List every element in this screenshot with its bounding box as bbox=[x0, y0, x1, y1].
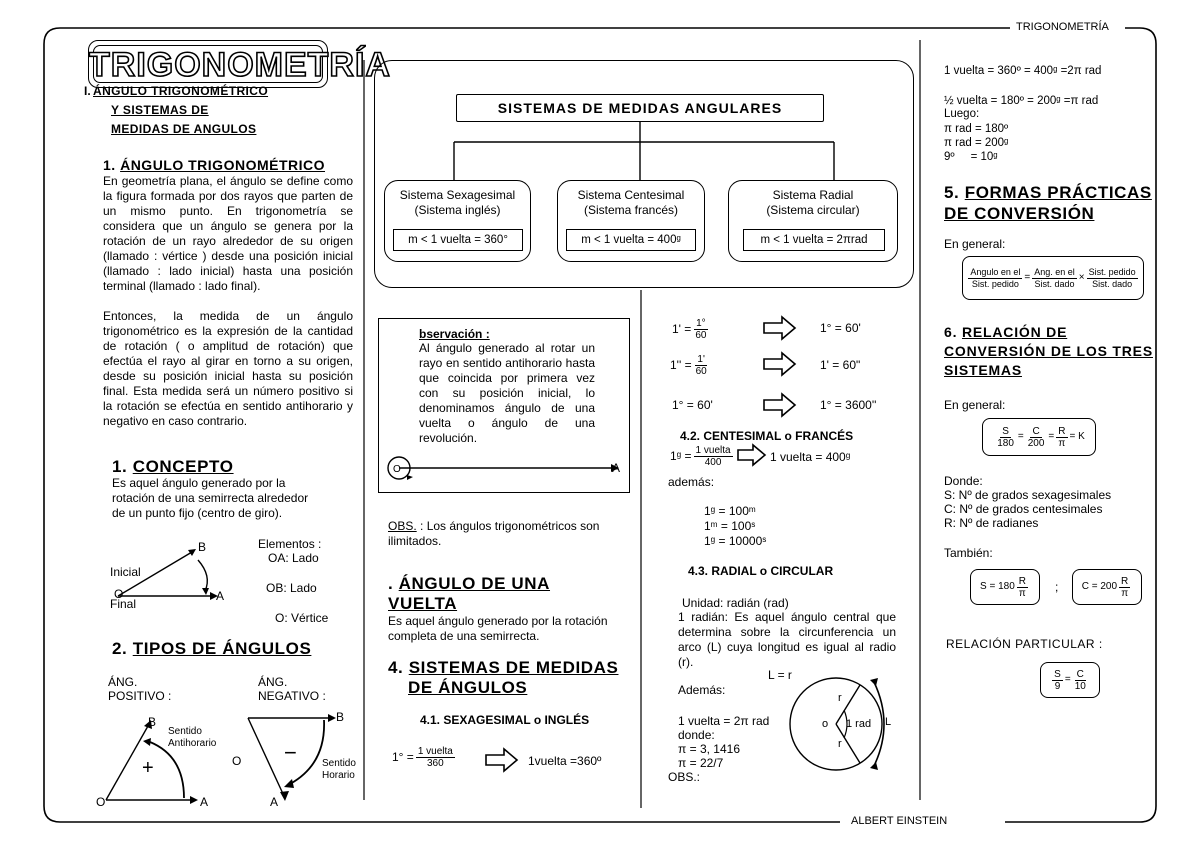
unit-heading-line3: MEDIDAS DE ANGULOS bbox=[111, 122, 257, 136]
eq3-rhs: 1° = 3600'' bbox=[820, 398, 877, 412]
positive-o-label: O bbox=[96, 795, 106, 809]
eq1-den: 60 bbox=[695, 330, 707, 341]
section5-number: 5. bbox=[944, 183, 960, 202]
en-general-1: En general: bbox=[944, 237, 1006, 251]
section4-number: 4. bbox=[388, 658, 404, 677]
title-box bbox=[88, 40, 391, 88]
rel-200: 200 bbox=[1027, 437, 1045, 449]
circle-rad-label: 1 rad bbox=[846, 718, 872, 730]
section5-title-1: FORMAS PRÁCTICAS bbox=[964, 183, 1152, 202]
section41-den: 360 bbox=[427, 758, 444, 769]
eq2-fraction bbox=[694, 354, 709, 377]
eq2-num: 1' bbox=[697, 354, 705, 365]
eq1-fraction bbox=[693, 318, 708, 341]
observation-title: bservación : bbox=[419, 327, 490, 341]
concept-text: Es aquel ángulo generado por la rotación de una semirrecta alrededor de un punto fijo (centro de giro). bbox=[112, 476, 309, 520]
formula-s-lhs: S = 180 bbox=[980, 580, 1015, 592]
radial-unit: Unidad: radián (rad) bbox=[682, 596, 789, 610]
eq3-arrow-icon bbox=[762, 393, 798, 417]
section41-arrow-icon bbox=[484, 748, 520, 772]
rel-frac-c bbox=[1026, 426, 1047, 449]
section42-fraction bbox=[694, 445, 733, 468]
conv-times: × bbox=[1078, 271, 1085, 283]
circle-r1-label: r bbox=[838, 692, 842, 704]
systems-title-box bbox=[456, 94, 824, 122]
negative-a-label: A bbox=[270, 795, 279, 809]
conv-frac-3 bbox=[1087, 267, 1138, 290]
vuelta-heading bbox=[388, 574, 550, 614]
unit-heading-line2: Y SISTEMAS DE bbox=[111, 103, 209, 117]
concept-number: 1. bbox=[112, 457, 128, 476]
section41-fraction bbox=[416, 746, 455, 769]
system-card-radial bbox=[728, 180, 898, 262]
formula-c-n: R bbox=[1121, 575, 1129, 587]
system-sexagesimal-alt: (Sistema inglés) bbox=[414, 203, 501, 217]
donde-line-3: R: Nº de radianes bbox=[944, 516, 1039, 530]
unit-heading-line1: ÁNGULO TRIGONOMÉTRICO bbox=[93, 84, 269, 98]
positive-a-label: A bbox=[200, 795, 209, 809]
radian-circle-diagram bbox=[788, 672, 898, 782]
section4-title-2: DE ÁNGULOS bbox=[408, 678, 528, 697]
concept-title: CONCEPTO bbox=[132, 457, 234, 476]
section6-title-1: RELACIÓN DE bbox=[961, 324, 1068, 340]
vuelta-text: Es aquel ángulo generado por la rotación completa de una semirrecta. bbox=[388, 614, 608, 643]
positive-sentido-1: Sentido bbox=[168, 726, 202, 737]
positive-sign: + bbox=[142, 757, 154, 779]
formula-c-d: π bbox=[1121, 587, 1129, 599]
conv-n1: Angulo en el bbox=[970, 266, 1021, 277]
rel-r: R bbox=[1058, 425, 1066, 437]
elements-title: Elementos : bbox=[258, 537, 322, 551]
element-oa: OA: Lado bbox=[268, 551, 319, 565]
eq1-arrow-icon bbox=[762, 316, 798, 340]
conv-d3: Sist. dado bbox=[1092, 278, 1133, 289]
header-topic: TRIGONOMETRÍA bbox=[1012, 21, 1113, 34]
donde-line-1: S: Nº de grados sexagesimales bbox=[944, 488, 1112, 502]
rel-frac-s bbox=[995, 426, 1016, 449]
concept-heading bbox=[112, 457, 234, 478]
element-o: O: Vértice bbox=[275, 611, 329, 625]
conv-n3: Sist. pedido bbox=[1088, 266, 1136, 277]
circle-o-label: o bbox=[822, 718, 829, 730]
conv-frac-1 bbox=[968, 267, 1022, 290]
eq3-lhs: 1° = 60' bbox=[672, 398, 713, 412]
conversion-formula-box bbox=[962, 256, 1144, 300]
unit-prefix: I. bbox=[84, 84, 91, 98]
negative-angle-diagram bbox=[244, 712, 354, 802]
observation-o-label: O bbox=[393, 464, 401, 475]
rel-c: C bbox=[1032, 425, 1040, 437]
col4-line-3: Luego: bbox=[944, 108, 980, 120]
negative-sign: − bbox=[284, 740, 297, 765]
section42-arrow-icon bbox=[736, 444, 768, 466]
col4-line-5: π rad = 200ᵍ bbox=[944, 137, 1009, 149]
col4-line-4: π rad = 180º bbox=[944, 123, 1009, 135]
types-heading bbox=[112, 639, 311, 660]
rad-line-2: donde: bbox=[678, 728, 715, 742]
eq1-num: 1° bbox=[696, 318, 706, 329]
rad-line-3: π = 3, 1416 bbox=[678, 742, 740, 756]
section6-number: 6. bbox=[944, 324, 958, 340]
section6-heading bbox=[944, 323, 1153, 380]
section1-heading bbox=[103, 157, 325, 174]
section6-title-3: SISTEMAS bbox=[944, 362, 1022, 378]
section1-para2: Entonces, la medida de un ángulo trigonométrico es la expresión de la cantidad de rotación ( o amplitud de rotación) que efectúa el rayo al girar en torno a su origen, desde su posición inicial hasta su posición final. Esta medida será un número positivo si la rotación se efectúa en sentido antihorario y negativo en caso contrario. bbox=[103, 309, 353, 428]
radian-definition: 1 radián: Es aquel ángulo central que determina sobre la circunferencia un arco (L) cuya longitud es igual al radio (r). bbox=[678, 610, 896, 669]
section42-rhs: 1 vuelta = 400ᵍ bbox=[770, 450, 851, 464]
systems-title: SISTEMAS DE MEDIDAS ANGULARES bbox=[497, 100, 783, 116]
rel-s: S bbox=[1002, 425, 1009, 437]
system-centesimal-rule: m < 1 vuelta = 400ᵍ bbox=[566, 229, 696, 251]
relacion-particular-box bbox=[1040, 662, 1100, 698]
diagram-final-label: Final bbox=[110, 597, 137, 611]
section41-num: 1 vuelta bbox=[417, 746, 453, 757]
section1-title: ÁNGULO TRIGONOMÉTRICO bbox=[120, 157, 326, 173]
eq1-rhs: 1° = 60' bbox=[820, 321, 861, 335]
observation-revolution-diagram bbox=[385, 451, 625, 491]
section42-den: 400 bbox=[704, 457, 722, 468]
conv-d1: Sist. pedido bbox=[971, 278, 1019, 289]
system-centesimal-name: Sistema Centesimal bbox=[577, 188, 685, 202]
part-d1: 9 bbox=[1054, 680, 1061, 692]
formula-s-frac bbox=[1017, 576, 1028, 599]
observation-text: Al ángulo generado al rotar un rayo en sentido antihorario hasta que coincida por primera vez con su posición inicial, lo denominamos ángulo de una vuelta o ángulo de una revolución. bbox=[419, 341, 595, 445]
relacion-particular-label: RELACIÓN PARTICULAR : bbox=[946, 637, 1103, 651]
section41-rhs: 1vuelta =360º bbox=[528, 754, 602, 768]
formula-c-lhs: C = 200 bbox=[1081, 580, 1118, 592]
eq2-den: 60 bbox=[695, 366, 707, 377]
part-d2: 10 bbox=[1074, 680, 1086, 692]
types-title: TIPOS DE ÁNGULOS bbox=[132, 639, 312, 658]
section1-number: 1. bbox=[103, 157, 116, 173]
obs2-label: OBS. bbox=[388, 519, 417, 533]
section42-num: 1 vuelta bbox=[695, 445, 731, 456]
positive-sentido-2: Antihorario bbox=[168, 738, 217, 749]
section42-equation bbox=[670, 445, 735, 468]
col4-line-1: 1 vuelta = 360º = 400ᵍ =2π rad bbox=[944, 65, 1102, 77]
system-radial-name: Sistema Radial bbox=[772, 188, 854, 202]
observation-a-label: A bbox=[612, 461, 621, 475]
donde-label: Donde: bbox=[944, 474, 983, 488]
page-title: TRIGONOMETRÍA bbox=[89, 46, 391, 84]
conv-eq: = bbox=[1024, 271, 1031, 283]
observation-box bbox=[378, 318, 630, 493]
col4-line-6: 9º = 10ᵍ bbox=[944, 151, 998, 163]
vuelta-number: . bbox=[388, 574, 394, 593]
system-sexagesimal-name: Sistema Sexagesimal bbox=[399, 188, 516, 202]
section42-title: 4.2. CENTESIMAL o FRANCÉS bbox=[680, 429, 854, 443]
system-sexagesimal-rule: m < 1 vuelta = 360° bbox=[393, 229, 523, 251]
vuelta-title-1: ÁNGULO DE UNA bbox=[398, 574, 551, 593]
obs2-note bbox=[388, 519, 628, 549]
formula-s-n: R bbox=[1018, 575, 1026, 587]
rel-frac-r bbox=[1056, 426, 1067, 449]
circle-l-label: L bbox=[885, 716, 892, 728]
ademas-label: además: bbox=[668, 475, 715, 489]
formula-c-frac bbox=[1119, 576, 1130, 599]
section41-lhs: 1° = bbox=[392, 750, 414, 764]
conv-frac-2 bbox=[1032, 267, 1077, 290]
rad-line-1: 1 vuelta = 2π rad bbox=[678, 714, 770, 728]
section5-heading bbox=[944, 182, 1152, 224]
diagram-b-label: B bbox=[198, 540, 207, 554]
col4-line-2: ½ vuelta = 180º = 200ᵍ =π rad bbox=[944, 95, 1099, 107]
eq1-lhs: 1' = bbox=[672, 322, 692, 336]
negative-sentido-1: Sentido bbox=[322, 758, 356, 769]
section41-title: 4.1. SEXAGESIMAL o INGLÉS bbox=[420, 713, 590, 727]
diagram-inicial-label: Inicial bbox=[110, 565, 141, 579]
rad-line-4: π = 22/7 bbox=[678, 756, 724, 770]
ademas-2: Además: bbox=[678, 683, 726, 697]
negative-sentido-2: Horario bbox=[322, 770, 355, 781]
eq2-lhs: 1'' = bbox=[670, 358, 692, 372]
cent-eq-2: 1ᵐ = 100ˢ bbox=[704, 519, 756, 533]
section4-heading bbox=[388, 658, 618, 698]
diagram-o-label: O bbox=[114, 587, 124, 601]
formula-s-box bbox=[970, 569, 1040, 605]
rel-180: 180 bbox=[997, 437, 1014, 449]
formula-separator: ; bbox=[1055, 580, 1059, 594]
tambien-label: También: bbox=[944, 546, 993, 560]
section42-lhs: 1ᵍ = bbox=[670, 449, 692, 463]
section43-title: 4.3. RADIAL o CIRCULAR bbox=[688, 564, 834, 578]
part-frac-2 bbox=[1073, 669, 1088, 692]
part-n1: S bbox=[1054, 668, 1061, 680]
obs2-text: : Los ángulos trigonométricos son ilimitados. bbox=[388, 519, 600, 548]
section1-para1: En geometría plana, el ángulo se define como la figura formada por dos rayos que parten de un mismo punto. En trigonometría se considera que un ángulo se genera por la rotación de un rayo alrededor de su origen (llamado : vértice ) desde una posición inicial (llamado : lado inicial) hasta una posición terminal (llamado : lado final). bbox=[103, 174, 353, 293]
cent-eq-1: 1ᵍ = 100ᵐ bbox=[704, 504, 756, 518]
eq2-arrow-icon bbox=[762, 352, 798, 376]
negative-b-label: B bbox=[336, 710, 345, 724]
rel-pi: π bbox=[1058, 437, 1066, 449]
negative-o-label: O bbox=[232, 754, 242, 768]
system-card-centesimal bbox=[557, 180, 705, 262]
eq1 bbox=[672, 318, 710, 341]
part-frac-1 bbox=[1052, 669, 1063, 692]
relation-formula-box: $\frac{S}{180}$ = $\frac{C}{200}$ = $\frac{R}{\pi}$ = K bbox=[982, 418, 1096, 456]
positive-label-1: ÁNG. bbox=[108, 675, 138, 689]
donde-line-2: C: Nº de grados centesimales bbox=[944, 502, 1103, 516]
positive-b-label: B bbox=[148, 715, 157, 729]
part-n2: C bbox=[1076, 668, 1084, 680]
en-general-2: En general: bbox=[944, 398, 1006, 412]
section5-title-2: DE CONVERSIÓN bbox=[944, 204, 1095, 223]
section41-equation bbox=[392, 746, 457, 769]
rad-line-5: OBS.: bbox=[668, 770, 701, 784]
vuelta-title-2: VUELTA bbox=[388, 594, 458, 613]
formula-s-d: π bbox=[1018, 587, 1026, 599]
negative-label-1: ÁNG. bbox=[258, 675, 288, 689]
section6-title-2: CONVERSIÓN DE LOS TRES bbox=[944, 343, 1153, 359]
eq2 bbox=[670, 354, 711, 377]
element-ob: OB: Lado bbox=[266, 581, 317, 595]
part-eq: = bbox=[1064, 673, 1071, 685]
system-radial-alt: (Sistema circular) bbox=[766, 203, 860, 217]
l-equals-r: L = r bbox=[768, 668, 792, 682]
conv-n2: Ang. en el bbox=[1034, 266, 1075, 277]
section4-title-1: SISTEMAS DE MEDIDAS bbox=[408, 658, 619, 677]
positive-label-2: POSITIVO : bbox=[108, 689, 172, 703]
diagram-a-label: A bbox=[216, 589, 225, 603]
negative-label-2: NEGATIVO : bbox=[258, 689, 326, 703]
system-card-sexagesimal bbox=[384, 180, 531, 262]
types-number: 2. bbox=[112, 639, 128, 658]
cent-eq-3: 1ᵍ = 10000ˢ bbox=[704, 534, 767, 548]
eq2-rhs: 1' = 60" bbox=[820, 358, 861, 372]
footer-author: ALBERT EINSTEIN bbox=[845, 815, 953, 828]
rel-k: = K bbox=[1069, 430, 1085, 442]
conv-d2: Sist. dado bbox=[1034, 278, 1075, 289]
formula-c-box bbox=[1072, 569, 1142, 605]
system-centesimal-alt: (Sistema francés) bbox=[583, 203, 679, 217]
circle-r2-label: r bbox=[838, 738, 842, 750]
system-radial-rule: m < 1 vuelta = 2πrad bbox=[743, 229, 885, 251]
